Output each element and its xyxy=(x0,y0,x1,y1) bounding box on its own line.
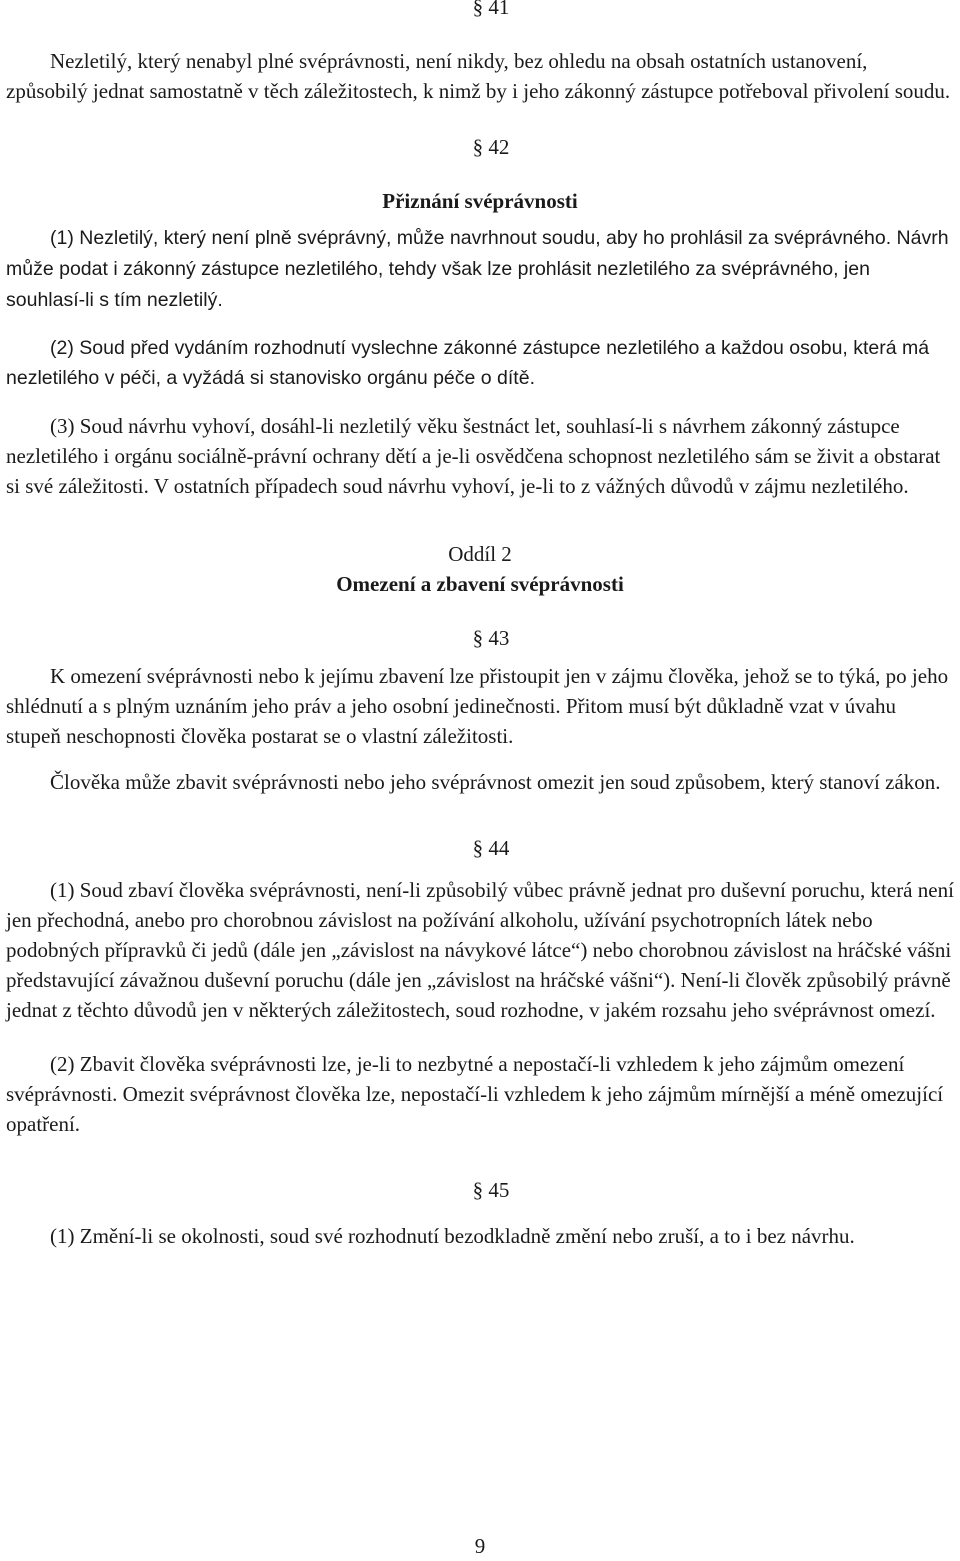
paragraph-42-2: (2) Soud před vydáním rozhodnutí vyslechne zákonné zástupce nezletilého a každou osobu, která má nezletilého v péči, a vyžádá si stanovisko orgánu péče o dítě. xyxy=(6,337,930,389)
page-number: 9 xyxy=(474,1534,486,1558)
paragraph-42-1 xyxy=(6,222,954,315)
paragraph-45-1: (1) Změní-li se okolnosti, soud své rozhodnutí bezodkladně změní nebo zruší, a to i bez návrhu. xyxy=(50,1224,855,1248)
paragraph-42-1-part2: Návrh může podat i zákonný zástupce nezletilého, tehdy však lze prohlásit nezletilého za svéprávného, jen souhlasí-li s tím nezletilý. xyxy=(6,227,949,311)
section-sign-45: § 45 xyxy=(472,1178,510,1202)
paragraph-44-1: (1) Soud zbaví člověka svéprávnosti, není-li způsobilý vůbec právně jednat pro duševní poruchu, která není jen přechodná, anebo pro chorobnou závislost na požívání alkoholu, užívání psychotropních látek nebo podobných přípravků či jedů (dále jen „závislost na návykové látce“) nebo chorobnou závislost na hráčské vášni představující závažnou duševní poruchu (dále jen „závislost na hráčské vášni“). Není-li člověk způsobilý právně jednat z těchto důvodů jen v některých záležitostech, soud rozhodne, v jakém rozsahu jeho svéprávnost omezí. xyxy=(6,878,954,1022)
paragraph-43-2: Člověka může zbavit svéprávnosti nebo jeho svéprávnost omezit jen soud způsobem, který stanoví zákon. xyxy=(50,770,941,794)
paragraph-44-2: (2) Zbavit člověka svéprávnosti lze, je-li to nezbytné a nepostačí-li vzhledem k jeho zájmům omezení svéprávnosti. Omezit svéprávnost člověka lze, nepostačí-li vzhledem k jeho zájmům mírnější a méně omezující opatření. xyxy=(6,1052,944,1136)
section-sign-44: § 44 xyxy=(472,836,510,860)
section-sign-42: § 42 xyxy=(472,135,510,159)
document-page xyxy=(6,0,954,1251)
paragraph-42-3: (3) Soud návrhu vyhoví, dosáhl-li nezletilý věku šestnáct let, souhlasí-li s návrhem zákonný zástupce nezletilého i orgánu sociálně-právní ochrany dětí a je-li osvědčena schopnost nezletilého sám se živit a obstarat si své záležitosti. V ostatních případech soud návrhu vyhoví, je-li to z vážných důvodů v zájmu nezletilého. xyxy=(6,414,941,498)
paragraph-41: Nezletilý, který nenabyl plné svéprávnosti, není nikdy, bez ohledu na obsah ostatních ustanovení, způsobilý jednat samostatně v těch záležitostech, k nimž by i jeho zákonný zástupce potřeboval přivolení soudu. xyxy=(6,49,951,103)
division-title: Omezení a zbavení svéprávnosti xyxy=(336,572,624,596)
section-title-42: Přiznání svéprávnosti xyxy=(382,189,578,213)
division-label: Oddíl 2 xyxy=(448,542,512,566)
section-sign-41: § 41 xyxy=(472,0,510,19)
paragraph-43-1: K omezení svéprávnosti nebo k jejímu zbavení lze přistoupit jen v zájmu člověka, jehož se to týká, po jeho shlédnutí a s plným uznáním jeho práv a jeho osobní jedinečnosti. Přitom musí být důkladně vzat v úvahu stupeň neschopnosti člověka postarat se o vlastní záležitosti. xyxy=(6,664,949,748)
section-sign-43: § 43 xyxy=(472,626,510,650)
paragraph-42-1-part1: (1) Nezletilý, který není plně svéprávný, může navrhnout soudu, aby ho prohlásil za svéprávného. xyxy=(50,227,892,249)
